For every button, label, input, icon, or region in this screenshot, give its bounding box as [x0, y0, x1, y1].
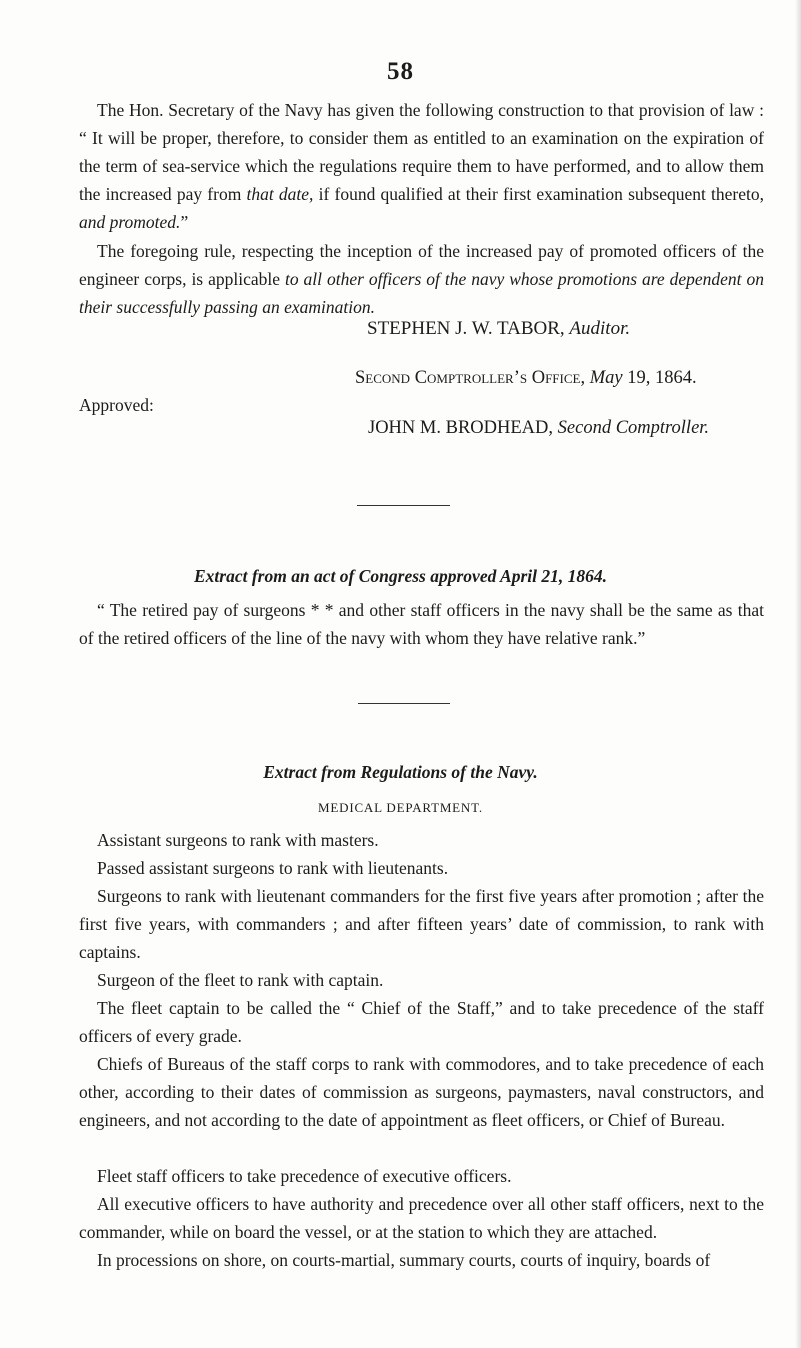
office-date-rest: 19, 1864. — [627, 368, 697, 388]
signature-comptroller — [368, 414, 709, 442]
signature-auditor-name: STEPHEN J. W. TABOR, — [367, 318, 565, 339]
extract-act-heading: Extract from an act of Congress approved April 21, 1864. — [193, 566, 608, 586]
regulation-paragraph: Surgeons to rank with lieutenant commanders for the first five years after promotion ; after the first five years, with commanders ; and after fifteen years’ date of commission, to rank with captains. — [79, 886, 764, 962]
section-divider-rule — [357, 505, 450, 506]
para2-italic-a: to all other officers of the navy whose promotions are dependent on their successfully passing an examination. — [79, 269, 764, 317]
page-number: 58 — [387, 58, 414, 85]
para1-text-a: The Hon. Secretary of the Navy has given the following construction to that provision of law : “ It will be proper, therefore, to consider them as entitled to an examination on the expiration of the term of sea-service which the regulations require them to have performed, and to allow them the increased pay from — [79, 100, 764, 204]
regulation-paragraph: Fleet staff officers to take precedence of executive officers. — [97, 1166, 512, 1186]
signature-comptroller-title: Second Comptroller. — [557, 418, 710, 438]
signature-auditor-title: Auditor. — [569, 318, 631, 339]
approved-label: Approved: — [79, 395, 154, 415]
department-subheading: MEDICAL DEPARTMENT. — [318, 800, 483, 815]
regulation-paragraph: The fleet captain to be called the “ Chief of the Staff,” and to take precedence of the staff officers of every grade. — [79, 998, 764, 1046]
para1-text-c: ” — [180, 212, 189, 232]
office-date-line — [355, 364, 697, 392]
signature-comptroller-name: JOHN M. BRODHEAD, — [368, 418, 554, 438]
regulation-paragraph: Chiefs of Bureaus of the staff corps to rank with commodores, and to take precedence of each other, according to their dates of commission as surgeons, paymasters, naval constructors, and engineers, and not according to the date of appointment as fleet officers, or Chief of Bureau. — [79, 1054, 764, 1130]
para1-italic-b: and promoted. — [79, 212, 181, 232]
regulation-paragraph: All executive officers to have authority and precedence over all other staff officers, next to the commander, while on board the vessel, or at the station to which they are attached. — [79, 1194, 764, 1242]
paragraph-foregoing-rule — [79, 237, 764, 321]
section-divider-rule-2 — [358, 703, 450, 704]
para1-italic-a: that date, — [246, 184, 314, 204]
paragraph-secretary-construction — [79, 96, 764, 236]
page-edge-shadow — [795, 0, 801, 1348]
extract-act-quote: “ The retired pay of surgeons * * and other staff officers in the navy shall be the same as that of the retired officers of the line of the navy with whom they have relative rank.” — [79, 600, 764, 648]
regulation-paragraph: Passed assistant surgeons to rank with lieutenants. — [97, 858, 449, 878]
extract-regulations-heading: Extract from Regulations of the Navy. — [263, 762, 538, 782]
regulation-paragraph: In processions on shore, on courts-martial, summary courts, courts of inquiry, boards of — [97, 1250, 711, 1270]
para1-text-b: if found qualified at their first examination subsequent thereto, — [313, 184, 764, 204]
office-date-month: May — [589, 368, 623, 388]
signature-auditor — [367, 315, 630, 343]
regulation-paragraph: Surgeon of the fleet to rank with captain. — [97, 970, 384, 990]
office-name: Second Comptroller’s Office, — [355, 368, 586, 388]
regulation-paragraph: Assistant surgeons to rank with masters. — [97, 830, 379, 850]
para2-text-a: The foregoing rule, respecting the inception of the increased pay of promoted officers of the engineer corps, is applicable — [79, 241, 764, 289]
